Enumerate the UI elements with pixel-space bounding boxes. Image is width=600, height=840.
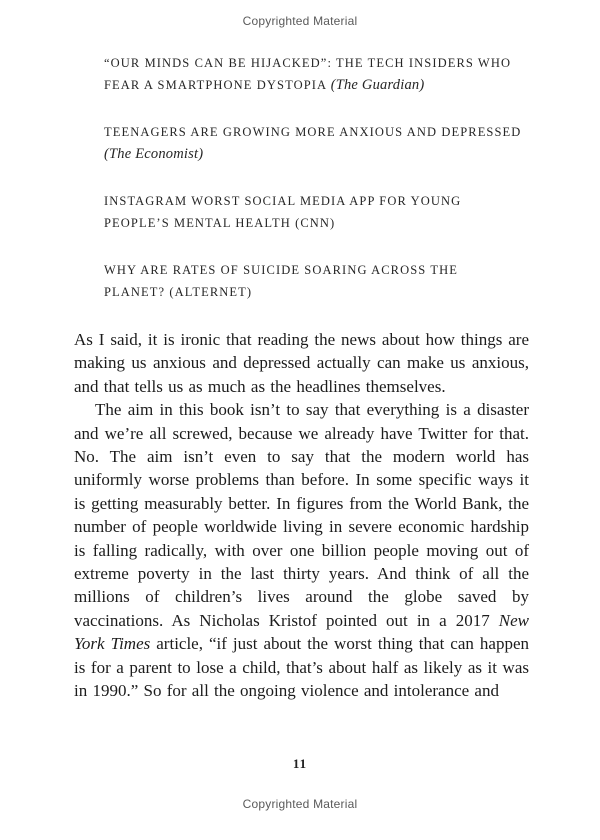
paragraph <box>74 328 529 398</box>
page-number: 11 <box>292 756 308 771</box>
paragraph-italic-segment: New York Times <box>74 610 529 654</box>
headline-text: TEENAGERS ARE GROWING MORE ANXIOUS AND DEPRESSED <box>104 125 522 139</box>
headline-item <box>104 52 523 96</box>
paragraph-segment: The aim in this book isn’t to say that everything is a disaster and we’re all screwed, because we already have Twitter for that. No. The aim isn’t even to say that the modern world has uniformly worse problems than before. In some specific ways it is getting measurably better. In figures from the World Bank, the number of people worldwide living in severe economic hardship is falling radically, with over one billion people moving out of extreme poverty in the last thirty years. And think of all the millions of children’s lives around the globe saved by vaccinations. As Nicholas Kristof pointed out in a 2017 <box>74 400 529 630</box>
headline-source: (CNN) <box>295 216 336 230</box>
headline-source: (ALTERNET) <box>169 285 253 299</box>
headline-source: (The Guardian) <box>330 77 425 93</box>
headline-item <box>104 190 523 234</box>
headline-source: (The Economist) <box>104 146 204 162</box>
copyright-notice-bottom: Copyrighted Material <box>242 797 358 811</box>
headline-text: WHY ARE RATES OF SUICIDE SOARING ACROSS THE PLANET? <box>104 263 458 299</box>
headline-text: INSTAGRAM WORST SOCIAL MEDIA APP FOR YOUNG PEOPLE’S MENTAL HEALTH <box>104 194 462 230</box>
paragraph-segment: As I said, it is ironic that reading the news about how things are making us anxious and depressed actually can make us anxious, and that tells us as much as the headlines themselves. <box>74 330 529 396</box>
headline-text: “OUR MINDS CAN BE HIJACKED”: THE TECH INSIDERS WHO FEAR A SMARTPHONE DYSTOPIA <box>104 56 512 92</box>
headline-item <box>104 259 523 303</box>
copyright-notice-top: Copyrighted Material <box>242 14 358 28</box>
headline-item <box>104 121 523 165</box>
body-text <box>74 328 529 703</box>
headline-list <box>104 52 523 303</box>
paragraph <box>74 398 529 702</box>
page-content <box>74 52 529 703</box>
paragraph-segment: article, “if just about the worst thing that can happen is for a parent to lose a child, that’s about half as likely as it was in 1990.” So for all the ongoing violence and intolerance and <box>74 634 529 701</box>
